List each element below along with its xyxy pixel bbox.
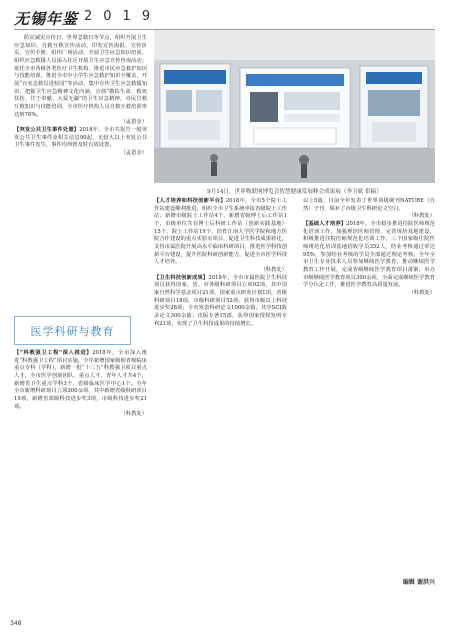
paragraph-heading: 【突发公共卫生事件处置】 — [14, 126, 80, 133]
paragraph-body: 2018年，全市5个院士工作站建设顺利推进，组织全市卫生系统申报省级院士工作站；新增市级院士工作站4个，新增省级博士后工作站1个，市级单位共有博士后科研工作站（创新实践基地）15个，院士工作站19个，培育江南大学医学院和地方医院合作建设的重点实验室项目，促进卫生科技成果转化，支持市属医院开展高水平临床科研项目，推进医学科技创新平台建设，提升医院科研创新能力，促进全市医学科技人才培养。 — [154, 198, 287, 266]
source-note: （科教处） — [120, 411, 147, 418]
source-note: （科教处） — [408, 213, 435, 220]
paragraph-talent-platform — [154, 198, 287, 267]
paragraph-body: 2018年，全市深入推进“科教强卫工程”项目实施，全年新增国家级和省级临床重点专科（学科），新增一批“十三五”科教强卫项目重点人才，全市医学创新团队、重点人才、青年人才共4个，新增省卫生重点学科3个，省级临床医学中心1个。全年全市新增科研项目立项300余项，其中新增省级科研项目19项，新增省部级科技进步奖3项，市级科技进步奖21项。 — [14, 350, 147, 410]
paragraph-continuation: 以上5篇，目前全年发表了世界顶级期刊NATURE（自然）子刊，填补了市级卫生科研论文空白。 — [303, 198, 435, 212]
column-2 — [154, 198, 287, 328]
source-note: （孟恩金） — [120, 119, 147, 126]
paragraph-body: 2018年，全市稳步推进住院医师规范化培训工作，加强规培医师管理，完善规培基地建设，积极推进住院医师规范化培训工作，三个国家级住院医师规范化培训基地招收学员352人，结业考核通过率达95%，参加结业考核的学员全部通过理论考核。全年全市卫生专业技术人员参加继续医学教育，推动继续医学教育工作开展，完成省级继续医学教育项目备案，举办市级继续医学教育项目300余项，全面完成继续医学教育学分认定工作，推进医学教育高质量发展。 — [303, 220, 435, 289]
paragraph-heading: 【基础人才培养】 — [303, 220, 347, 227]
source-note: （科教处） — [260, 266, 287, 273]
paragraph-body: 2018年，全市共报告一般突发公共卫生事件及相关信息90起，无较大以上突发公共卫生事件发生，事件均得到及时有效处置。 — [14, 126, 147, 149]
paragraph-public-health-events — [14, 127, 147, 150]
column-3 — [303, 198, 435, 298]
yearbook-logo: 无锡年鉴 — [14, 10, 79, 28]
paragraph-heading: 【人才培养和科技创新平台】 — [154, 198, 226, 204]
paragraph-heading: 【“科教强卫工程”深入推进】 — [14, 350, 93, 356]
photo-caption: 9月14日，世界物联网博览会智慧健康发展峰会成果展（李卫斌 供稿） — [207, 189, 382, 195]
exhibition-hall-illustration — [154, 30, 435, 183]
paragraph-heading: 【卫生科技创新成果】 — [154, 274, 209, 281]
source-note: （科教处） — [408, 289, 435, 296]
column-1-top — [14, 35, 147, 158]
editor-credit: 编辑 谢洪兴 — [402, 579, 435, 586]
column-1-bottom — [14, 350, 147, 419]
exhibition-photo — [154, 30, 435, 183]
section-heading-box: 医学科研与教育 — [14, 316, 131, 345]
paragraph-basic-talent — [303, 221, 435, 290]
paragraph-science-education — [14, 350, 147, 411]
page-number: 348 — [10, 620, 22, 627]
paragraph-emergency-education: 防灾减灾宣传日、世界急救日等节点，组织开展卫生应急知识、自救互救宣传活动，印发宣传海报、宣传折页，宣传手册，组织广场活动，开展卫生应急知识培训，组织应急救援人员深入社区开展卫生应急宣传咨询活动；依托全市各级各类医疗卫生机构，推进市民应急救护知识与技能培训，推进全市中小学生应急救护知识全覆盖，开展“百名急救员进校园”等活动，集中宣传卫生应急救援知识，把握卫生应急精神文化内涵，宣扬“敬佑生命、救死扶伤、甘于奉献、大爱无疆”的卫生应急精神，市民自救互救知识与技能培训，全市医疗机构人员自救互救培训率达到76%。 — [14, 35, 147, 118]
paragraph-innovation-results — [154, 275, 287, 329]
yearbook-year: 2019 — [84, 9, 162, 24]
source-note: （孟恩金） — [120, 149, 147, 156]
paragraph-body: 2018年，全市市属医院卫生科技项目获得国家、省、市各级科研项目立项92项，其中国家自然科学基金项目21项，国家重点研发计划1项，省级科研项目18项，市级科研项目52项；获得市级以上科技进步奖28项；全市发表科研论文1000余篇，其中SCI收录论文300余篇；出版专著15部，获得国家授权发明专利21项，实现了卫生科技成果的持续增长。 — [154, 274, 287, 327]
